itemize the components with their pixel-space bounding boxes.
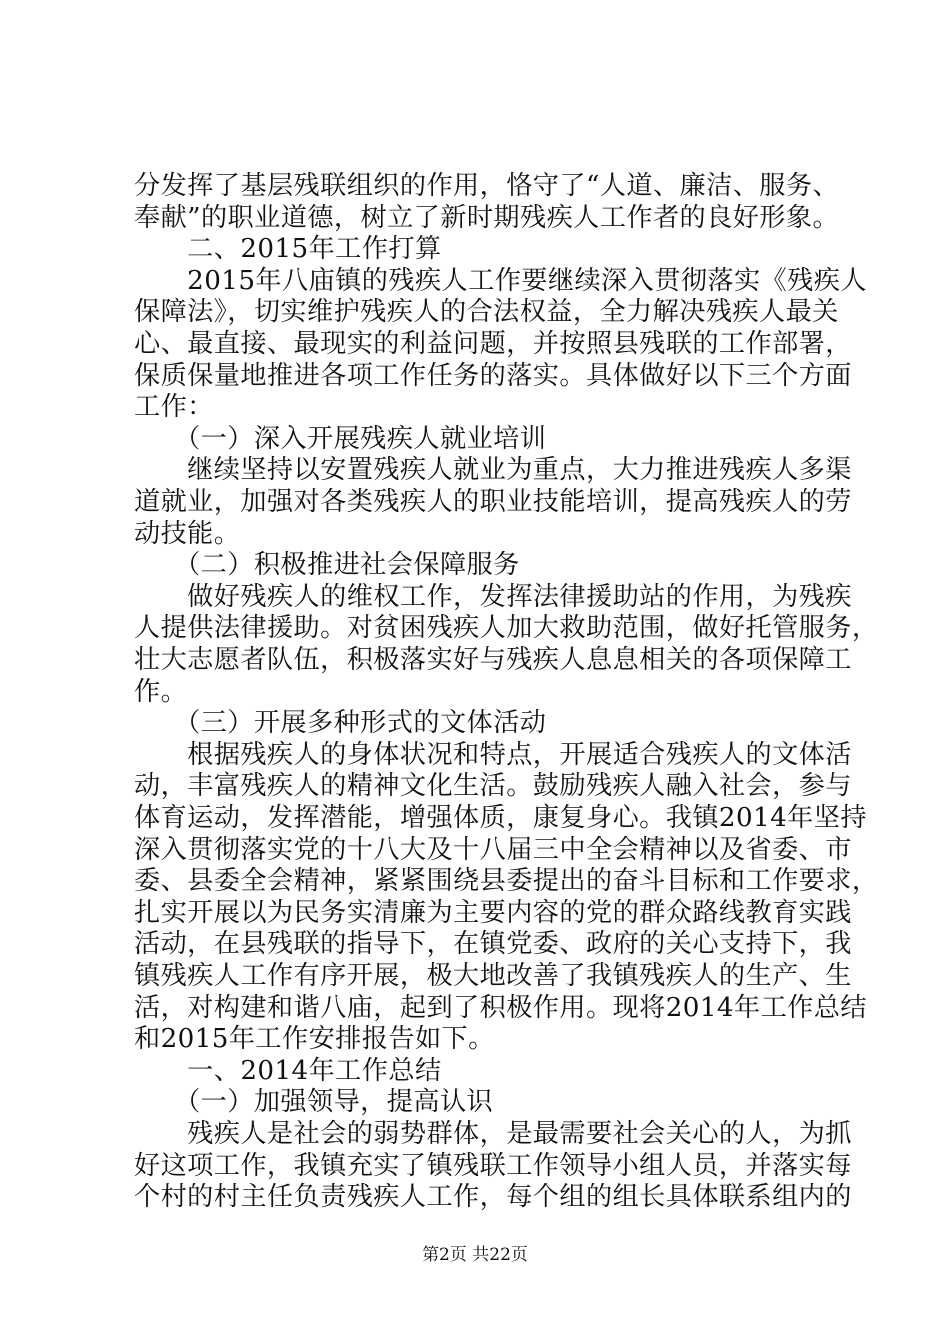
section-heading: 一、2014年工作总结 [134, 1055, 442, 1086]
section-heading: （三）开展多种形式的文体活动 [134, 708, 547, 739]
text-line: 残疾人是社会的弱势群体，是最需要社会关心的人，为抓 [134, 1119, 852, 1149]
text-line: 心、最直接、最现实的利益问题，并按照县残联的工作部署， [134, 329, 852, 359]
section-heading: （一）加强领导，提高认识 [134, 1087, 494, 1118]
text-line: 委、县委全会精神，紧紧围绕县委提出的奋斗目标和工作要求， [134, 866, 879, 897]
text-line: 好这项工作，我镇充实了镇残联工作领导小组人员，并落实每 [134, 1150, 852, 1181]
text-line: 动，丰富残疾人的精神文化生活。鼓励残疾人融入社会，参与 [134, 771, 852, 802]
section-heading: （二）积极推进社会保障服务 [134, 550, 520, 581]
text-line: 做好残疾人的维权工作，发挥法律援助站的作用，为残疾 [134, 581, 852, 612]
text-line: 壮大志愿者队伍，积极落实好与残疾人息息相关的各项保障工 [134, 645, 852, 675]
text-line: 深入贯彻落实党的十八大及十八届三中全会精神以及省委、市 [134, 834, 852, 865]
text-line: 继续坚持以安置残疾人就业为重点，大力推进残疾人多渠 [134, 455, 852, 486]
text-line: 镇残疾人工作有序开展，极大地改善了我镇残疾人的生产、生 [134, 961, 852, 991]
text-line: 扎实开展以为民务实清廉为主要内容的党的群众路线教育实践 [134, 897, 852, 928]
text-line: 活动，在县残联的指导下，在镇党委、政府的关心支持下，我 [134, 929, 852, 960]
text-line: 人提供法律援助。对贫困残疾人加大救助范围，做好托管服务， [134, 613, 879, 644]
text-line: 作。 [134, 676, 188, 707]
section-heading: （一）深入开展残疾人就业培训 [134, 423, 547, 454]
section-heading: 二、2015年工作打算 [134, 234, 442, 265]
text-line: 分发挥了基层残联组织的作用，恪守了“人道、廉洁、服务、 [134, 171, 840, 201]
text-line: 工作： [134, 392, 214, 423]
text-line: 道就业，加强对各类残疾人的职业技能培训，提高残疾人的劳 [134, 487, 852, 517]
text-line: 动技能。 [134, 518, 241, 549]
text-line: 保障法》，切实维护残疾人的合法权益，全力解决残疾人最关 [134, 297, 839, 328]
text-line: 活，对构建和谐八庙，起到了积极作用。现将2014年工作总结 [134, 992, 867, 1023]
text-line: 2015年八庙镇的残疾人工作要继续深入贯彻落实《残疾人 [134, 265, 867, 296]
text-line: 体育运动，发挥潜能，增强体质，康复身心。我镇2014年坚持 [134, 803, 867, 833]
text-line: 个村的村主任负责残疾人工作，每个组的组长具体联系组内的 [134, 1182, 852, 1213]
text-line: 根据残疾人的身体状况和特点，开展适合残疾人的文体活 [134, 739, 852, 770]
text-line: 和2015年工作安排报告如下。 [134, 1024, 495, 1055]
text-line: 奉献”的职业道德，树立了新时期残疾人工作者的良好形象。 [134, 202, 840, 233]
text-line: 保质保量地推进各项工作任务的落实。具体做好以下三个方面 [134, 360, 852, 391]
page-footer: 第2页 共22页 [422, 1245, 528, 1265]
